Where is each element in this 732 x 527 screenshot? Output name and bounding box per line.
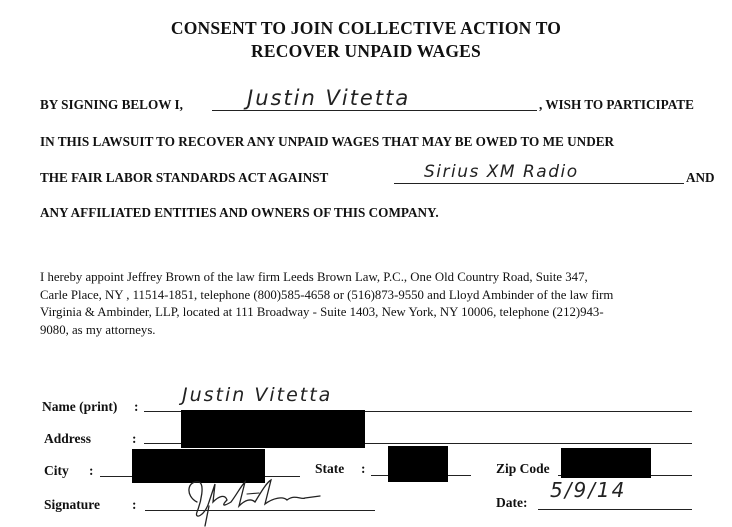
address-label: Address (44, 431, 92, 446)
statement-line3-prefix: THE FAIR LABOR STANDARDS ACT AGAINST (40, 170, 329, 185)
address-colon: : (132, 431, 137, 446)
defendant-handwriting: Sirius XM Radio (424, 162, 579, 182)
signature-label: Signature (44, 497, 101, 512)
statement-line2: IN THIS LAWSUIT TO RECOVER ANY UNPAID WAGES THAT MAY BE OWED TO ME UNDER (40, 134, 615, 149)
zip-redaction-box (561, 448, 651, 478)
signer-name-blank (212, 88, 537, 111)
defendant-blank (394, 163, 684, 184)
city-label: City (44, 463, 69, 478)
appointment-line2: Carle Place, NY , 11514-1851, telephone (800)585-4658 or (516)873-9550 and Lloyd Ambinder of the law firm (40, 287, 614, 302)
date-field-line (538, 478, 692, 510)
date-label: Date: (496, 495, 528, 510)
state-redaction-box (388, 446, 448, 482)
statement-line4: ANY AFFILIATED ENTITIES AND OWNERS OF THIS COMPANY. (40, 205, 439, 220)
statement-line1-suffix: , WISH TO PARTICIPATE (539, 97, 694, 112)
signer-name-handwriting: Justin Vitetta (247, 86, 411, 110)
document-title-line2: RECOVER UNPAID WAGES (251, 41, 481, 61)
address-redaction-box (181, 410, 365, 448)
appointment-line1: I hereby appoint Jeffrey Brown of the law firm Leeds Brown Law, P.C., One Old Country Road, Suite 347, (40, 270, 588, 284)
name-field-line (144, 384, 692, 412)
state-label: State (315, 461, 345, 476)
appointment-line4: 9080, as my attorneys. (40, 322, 156, 337)
name-label: Name (print) (42, 399, 118, 414)
statement-line1-prefix: BY SIGNING BELOW I, (40, 97, 183, 112)
date-handwriting: 5/9/14 (550, 478, 627, 502)
document-title-line1: CONSENT TO JOIN COLLECTIVE ACTION TO (170, 18, 562, 38)
handwritten-signature (175, 472, 350, 527)
statement-line3-suffix: AND (686, 170, 715, 185)
zip-label: Zip Code (496, 461, 550, 476)
appointment-line3: Virginia & Ambinder, LLP, located at 111 Broadway - Suite 1403, New York, NY 10006, telephone (212)943- (40, 305, 604, 319)
city-colon: : (89, 463, 94, 478)
attorney-appointment-paragraph (40, 269, 720, 339)
name-handwriting: Justin Vitetta (182, 384, 333, 406)
name-colon: : (134, 399, 139, 414)
state-colon: : (361, 461, 366, 476)
signature-colon: : (132, 497, 137, 512)
